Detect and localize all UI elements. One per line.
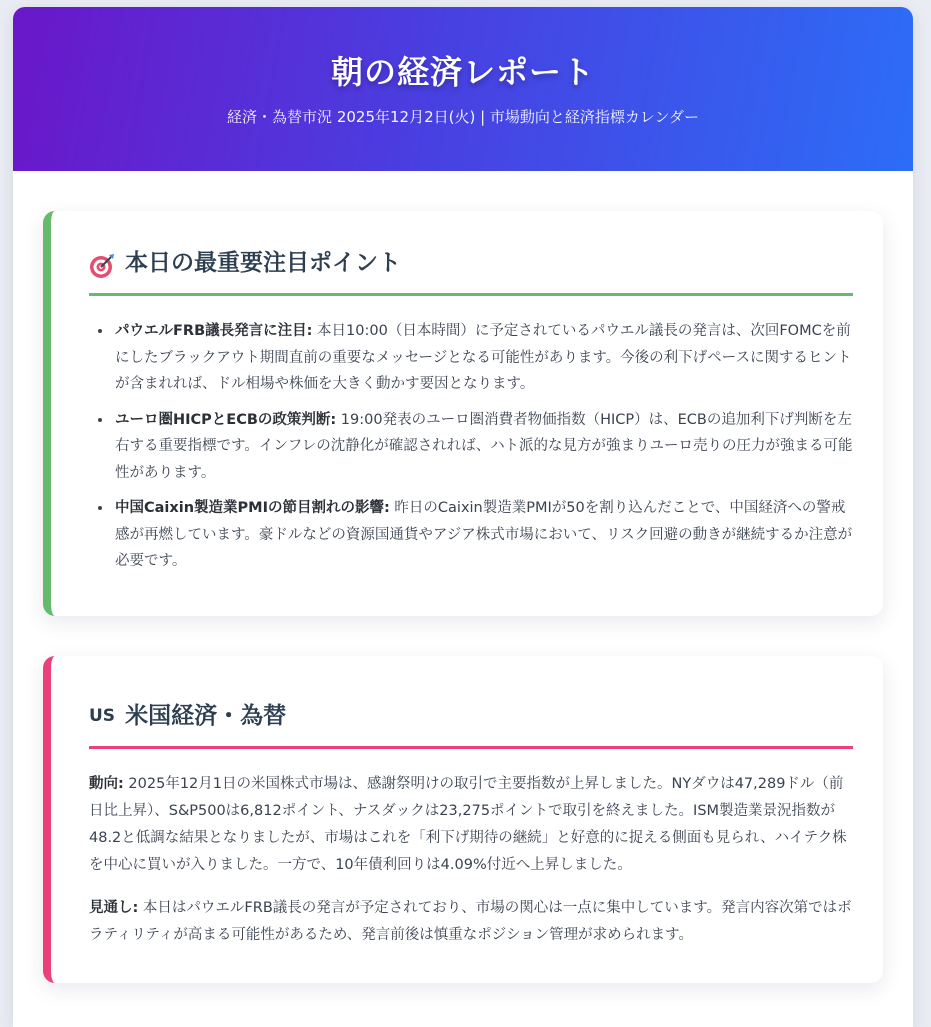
us-flag-icon: US [89, 706, 116, 726]
list-item [113, 495, 853, 575]
highlights-heading [89, 241, 853, 296]
us-economy-title: 米国経済・為替 [125, 703, 287, 729]
item-text: 19:00発表のユーロ圏消費者物価指数（HICP）は、ECBの追加利下げ判断を左右する重要指標です。インフレの沈静化が確認されれば、ハト派的な見方が強まりユーロ売りの圧力が強まる可能性があります。 [115, 411, 853, 481]
highlights-title: 本日の最重要注目ポイント [125, 250, 401, 276]
report-header [13, 7, 913, 171]
highlights-card [43, 211, 883, 616]
report-page [13, 7, 913, 1027]
item-label: 中国Caixin製造業PMIの節目割れの影響: [115, 500, 390, 516]
list-item [113, 407, 853, 487]
page-title: 朝の経済レポート [330, 53, 595, 91]
target-icon [89, 250, 115, 276]
highlights-list [113, 318, 853, 575]
outlook-paragraph [89, 895, 853, 949]
list-item [113, 318, 853, 398]
us-economy-heading [89, 694, 853, 749]
trend-label: 動向: [89, 776, 124, 792]
outlook-label: 見通し: [89, 900, 139, 916]
trend-text: 2025年12月1日の米国株式市場は、感謝祭明けの取引で主要指数が上昇しました。NYダウは47,289ドル（前日比上昇）、S&P500は6,812ポイント、ナスダックは23,275ポイントで取引を終えました。ISM製造業景況指数が48.2と低調な結果となりましたが、市場はこれを「利下げ期待の継続」と好意的に捉える側面も見られ、ハイテク株を中心に買いが入りました。一方で、10年債利回りは4.09%付近へ上昇しました。 [89, 776, 847, 873]
page-subtitle: 経済・為替市況 2025年12月2日(火) | 市場動向と経済指標カレンダー [227, 108, 699, 126]
item-label: ユーロ圏HICPとECBの政策判断: [115, 411, 337, 428]
item-text: 本日10:00（日本時間）に予定されているパウエル議長の発言は、次回FOMCを前にしたブラックアウト期間直前の重要なメッセージとなる可能性があります。今後の利下げペースに関するヒントが含まれれば、ドル相場や株価を大きく動かす要因となります。 [115, 323, 852, 392]
item-label: パウエルFRB議長発言に注目: [115, 323, 313, 339]
trend-paragraph [89, 771, 853, 879]
us-economy-card [43, 656, 883, 983]
item-text: 昨日のCaixin製造業PMIが50を割り込んだことで、中国経済への警戒感が再燃しています。豪ドルなどの資源国通貨やアジア株式市場において、リスク回避の動きが継続するか注意が必要です。 [115, 500, 853, 569]
outlook-text: 本日はパウエルFRB議長の発言が予定されており、市場の関心は一点に集中しています。発言内容次第ではボラティリティが高まる可能性があるため、発言前後は慎重なポジション管理が求められます。 [89, 900, 852, 943]
